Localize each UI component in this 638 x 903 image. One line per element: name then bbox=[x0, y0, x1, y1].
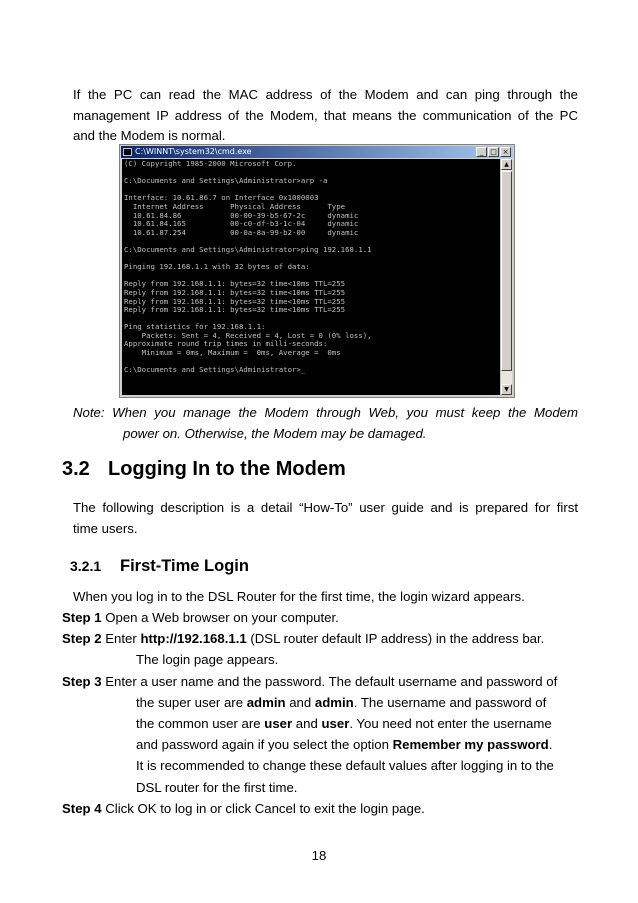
step-3-line-5: It is recommended to change these default values after logging in to the bbox=[136, 758, 554, 774]
subsection-number: 3.2.1 bbox=[70, 558, 102, 574]
note-line-1: Note: When you manage the Modem through Web, you must keep the Modem bbox=[73, 405, 578, 420]
maximize-icon: □ bbox=[488, 147, 499, 157]
intro-paragraph bbox=[73, 85, 578, 147]
cmd-window-controls bbox=[476, 147, 511, 157]
step-3-line-4 bbox=[62, 734, 582, 755]
step-2-label: Step 2 bbox=[62, 631, 102, 647]
page-number: 18 bbox=[311, 848, 327, 863]
subsection-heading bbox=[70, 557, 249, 576]
minimize-icon: _ bbox=[476, 147, 487, 157]
section-title: Logging In to the Modem bbox=[108, 458, 346, 480]
step-2 bbox=[62, 628, 582, 649]
step-2-text-post: (DSL router default IP address) in the address bar. bbox=[246, 631, 545, 647]
step-2-continuation: The login page appears. bbox=[136, 652, 279, 668]
step-1 bbox=[62, 607, 582, 628]
intro-line-3: and the Modem is normal. bbox=[73, 128, 226, 143]
section-number: 3.2 bbox=[62, 458, 90, 480]
intro-line-1: If the PC can read the MAC address of the Modem and can ping through the bbox=[73, 87, 578, 102]
cmd-console bbox=[122, 159, 502, 395]
step-3-l3-mid: and bbox=[292, 716, 322, 732]
section-description bbox=[73, 498, 578, 539]
step-3-line-6: DSL router for the first time. bbox=[136, 779, 298, 795]
close-icon: × bbox=[500, 147, 511, 157]
scroll-thumb bbox=[501, 171, 512, 371]
cmd-title-text: C:\WINNT\system32\cmd.exe bbox=[135, 147, 252, 156]
step-3-line-3 bbox=[62, 713, 582, 734]
cmd-window-screenshot bbox=[119, 144, 515, 398]
step-3-l4-pre: and password again if you select the option bbox=[136, 737, 393, 753]
super-user-name: admin bbox=[246, 694, 286, 710]
step-3-l3-post: . You need not enter the username bbox=[349, 716, 552, 732]
note-line-2: power on. Otherwise, the Modem may be damaged. bbox=[123, 425, 427, 441]
step-3 bbox=[62, 671, 582, 692]
cmd-title-bar bbox=[121, 146, 513, 158]
step-2-text-pre: Enter bbox=[101, 631, 141, 647]
subsection-title: First-Time Login bbox=[120, 557, 249, 575]
step-4-text: Click OK to log in or click Cancel to exit the login page. bbox=[101, 800, 425, 816]
step-3-label: Step 3 bbox=[62, 673, 102, 689]
step-1-text: Open a Web browser on your computer. bbox=[101, 610, 339, 625]
step-4 bbox=[62, 798, 582, 819]
step-3-l3-pre: the common user are bbox=[136, 716, 265, 732]
step-3-l2-pre: the super user are bbox=[136, 694, 247, 710]
scroll-up-icon: ▲ bbox=[501, 159, 512, 170]
first-login-intro-text: When you log in to the DSL Router for the first time, the login wizard appears. bbox=[73, 589, 525, 604]
section-desc-line-1: The following description is a detail “How-To” user guide and is prepared for first bbox=[73, 500, 578, 515]
login-steps bbox=[62, 607, 582, 819]
common-user-name: user bbox=[264, 716, 293, 732]
intro-line-2: management IP address of the Modem, that means the communication of the PC bbox=[73, 107, 578, 123]
cmd-app-icon bbox=[123, 148, 132, 156]
step-3-l2-mid: and bbox=[285, 694, 315, 710]
super-user-password: admin bbox=[314, 694, 354, 710]
section-heading bbox=[62, 458, 346, 481]
cmd-output: (C) Copyright 1985-2000 Microsoft Corp. C:\Documents and Settings\Administrator>arp -a Interface: 10.61.86.7 on Interface 0x1000003 Internet Address Physical Address Type 10.61.84.86 00-00-39-b5-67-2c dynamic 10.61.84.165 00-c0-df-b3-1c-04 dynamic 10.61.87.254 00-0a-8a-99-b2-00 dynamic C:\Documents and Settings\Administrator>ping 192.168.1.1 Pinging 192.168.1.1 with 32 bytes of data: Reply from 192.168.1.1: bytes=32 time<10ms TTL=255 Reply from 192.168.1.1: bytes=32 time<10ms TTL=255 Reply from 192.168.1.1: bytes=32 time<10ms TTL=255 Reply from 192.168.1.1: bytes=32 time<10ms TTL=255 Ping statistics for 192.168.1.1: Packets: Sent = 4, Received = 4, Lost = 0 (0% loss), Approximate round trip times in milli-seconds: Minimum = 0ms, Maximum = 0ms, Average = 0ms C:\Documents and Settings\Administrator>_ bbox=[124, 159, 372, 375]
scroll-down-icon: ▼ bbox=[501, 384, 512, 395]
first-login-intro bbox=[73, 587, 578, 608]
step-3-l4-post: . bbox=[548, 737, 553, 753]
step-1-label: Step 1 bbox=[62, 610, 102, 625]
cmd-scrollbar bbox=[500, 159, 512, 395]
note bbox=[73, 403, 578, 444]
section-desc-line-2: time users. bbox=[73, 520, 138, 536]
default-url: http://192.168.1.1 bbox=[140, 631, 247, 647]
remember-password-option: Remember my password bbox=[392, 737, 549, 753]
step-3-line-2 bbox=[62, 692, 582, 713]
common-user-password: user bbox=[321, 716, 350, 732]
step-3-line-1: Enter a user name and the password. The default username and password of bbox=[101, 673, 558, 689]
step-4-label: Step 4 bbox=[62, 800, 102, 816]
step-3-l2-post: . The username and password of bbox=[353, 694, 547, 710]
